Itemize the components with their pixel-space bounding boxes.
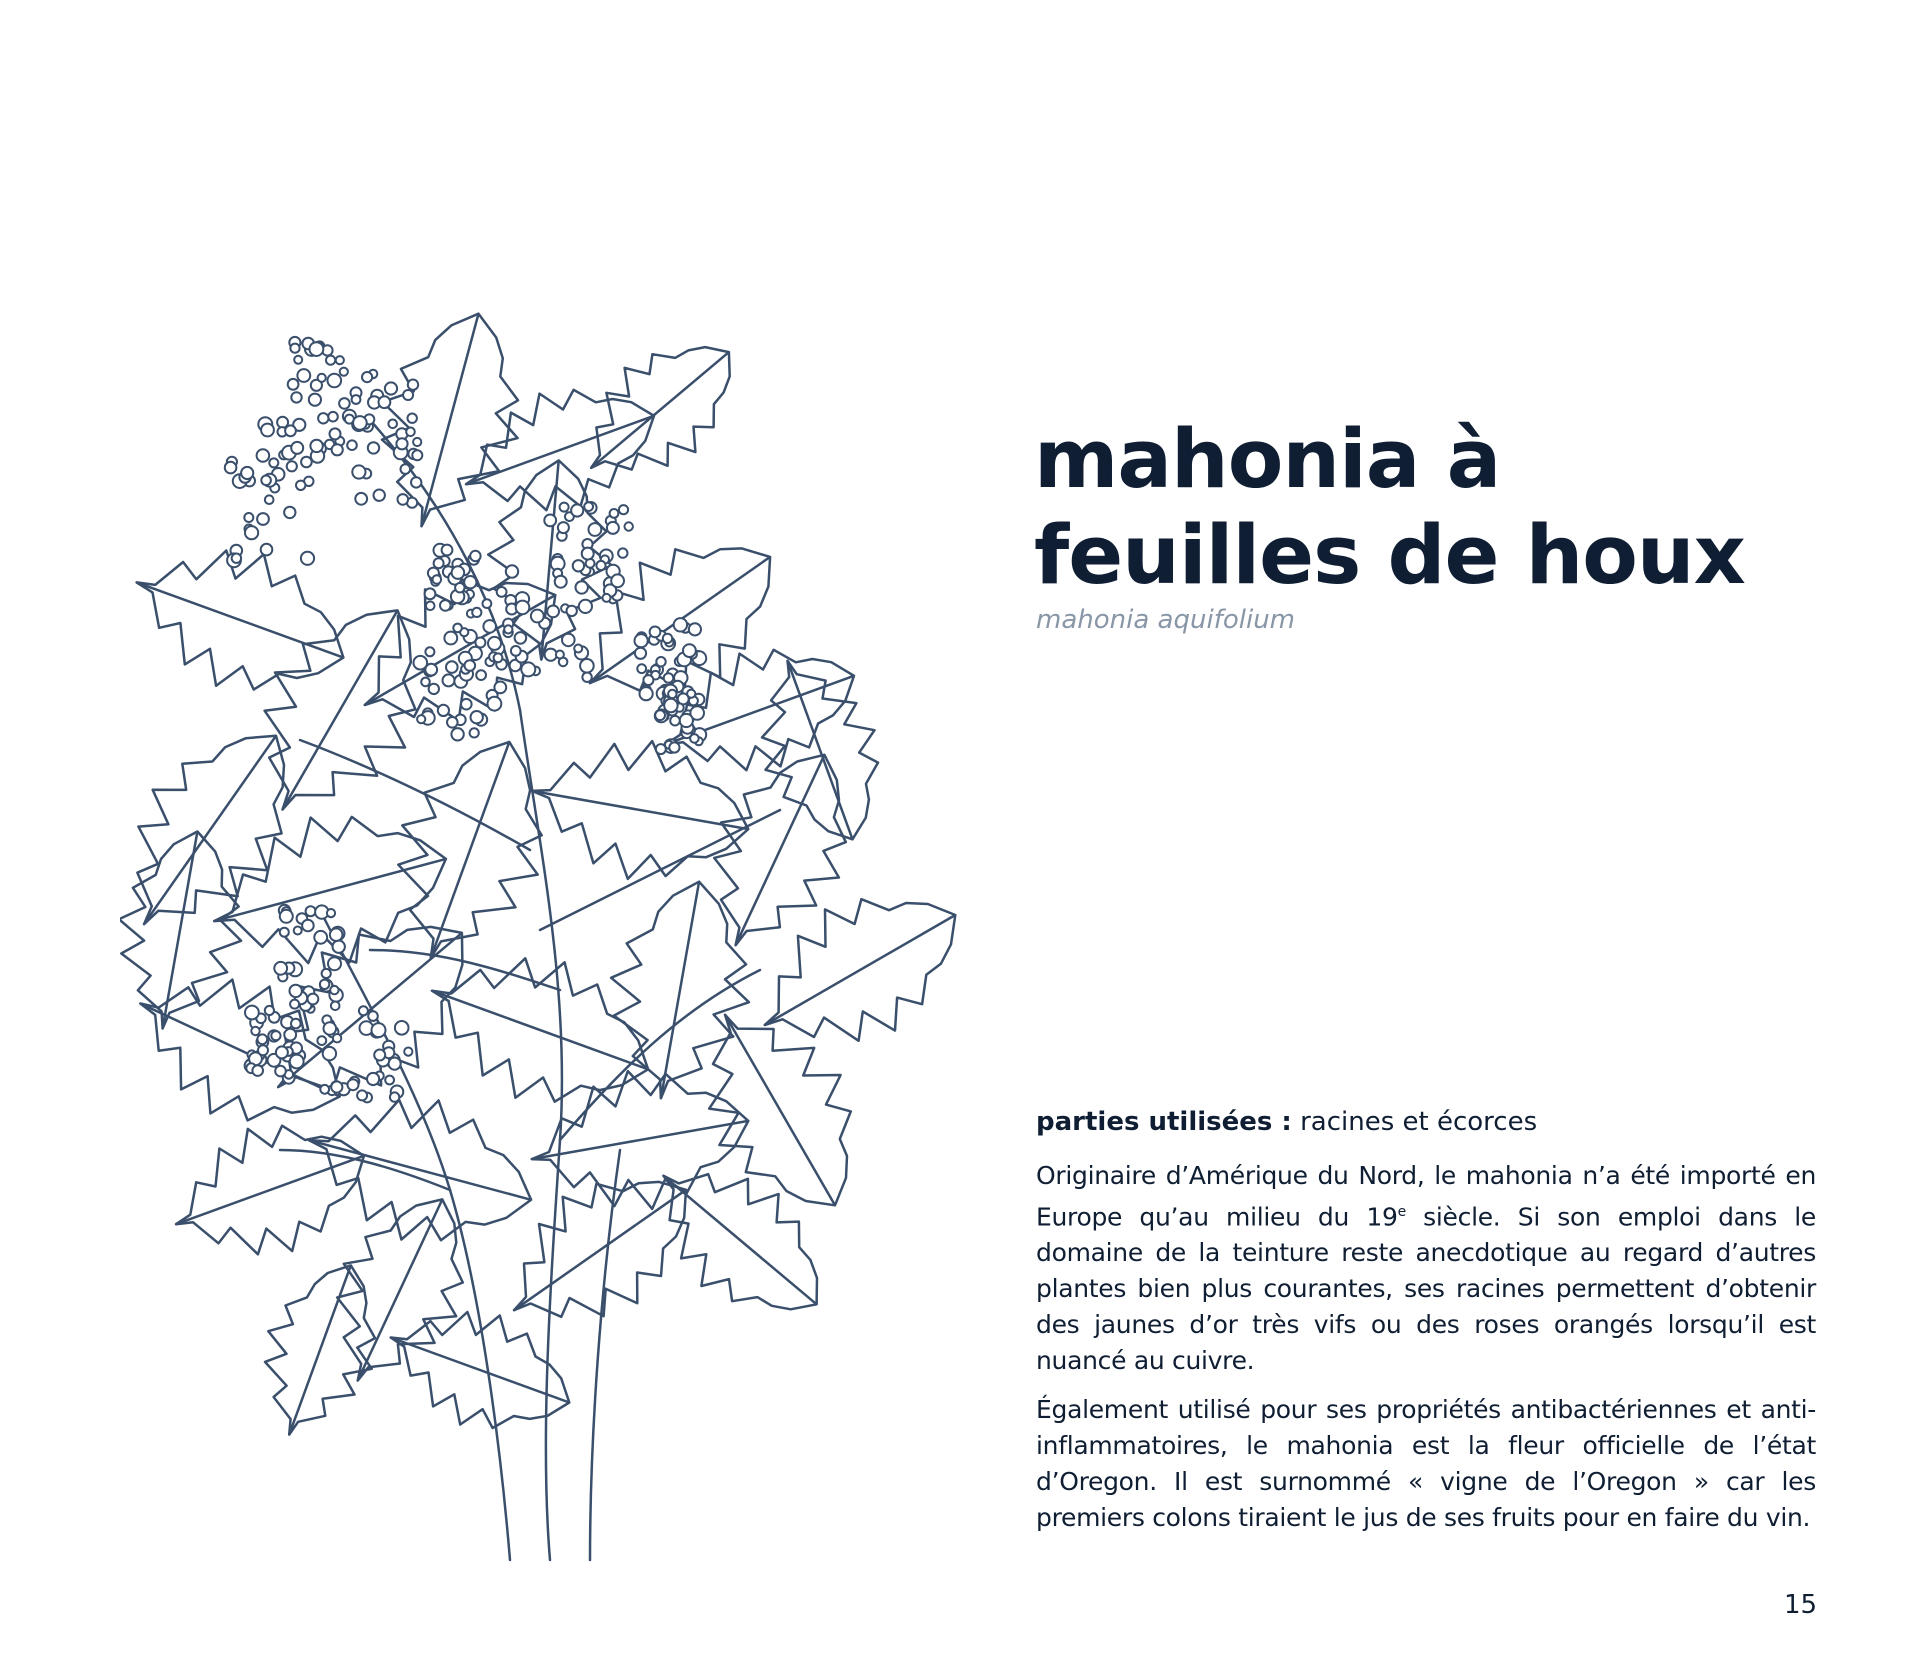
berry bbox=[453, 624, 462, 633]
berry bbox=[265, 495, 274, 504]
berry bbox=[408, 414, 417, 423]
leaf-midrib bbox=[163, 832, 198, 1029]
berry bbox=[251, 1027, 259, 1035]
parts-used-label: parties utilisées : bbox=[1036, 1107, 1292, 1137]
leaf-midrib bbox=[431, 742, 510, 958]
berry bbox=[582, 673, 591, 682]
berry bbox=[465, 660, 476, 671]
berry bbox=[302, 920, 314, 932]
berry bbox=[331, 1002, 340, 1011]
berry bbox=[488, 697, 502, 711]
berry bbox=[455, 583, 464, 592]
berry bbox=[444, 632, 457, 645]
berry bbox=[265, 1006, 274, 1015]
berry bbox=[271, 1031, 280, 1040]
leaf-midrib bbox=[466, 416, 654, 484]
berry bbox=[404, 1048, 412, 1056]
berry bbox=[352, 395, 361, 404]
berry bbox=[290, 1000, 299, 1009]
berry bbox=[362, 372, 372, 382]
berry bbox=[308, 994, 319, 1005]
berry bbox=[374, 490, 385, 501]
berry bbox=[440, 600, 451, 611]
page-number: 15 bbox=[1784, 1590, 1818, 1620]
berry bbox=[328, 374, 342, 388]
berry bbox=[406, 428, 415, 437]
berry bbox=[257, 1034, 267, 1044]
berry bbox=[643, 675, 653, 685]
berry bbox=[635, 634, 648, 647]
berry bbox=[252, 1065, 263, 1076]
berry bbox=[276, 1046, 288, 1058]
berry bbox=[461, 699, 472, 710]
berry bbox=[396, 438, 407, 449]
berry bbox=[336, 356, 344, 364]
berry bbox=[389, 1058, 401, 1070]
berry bbox=[434, 558, 444, 568]
berry bbox=[433, 575, 442, 584]
berry bbox=[619, 505, 628, 514]
berry bbox=[656, 657, 665, 666]
berry bbox=[385, 382, 397, 394]
leaf-midrib bbox=[289, 1265, 351, 1434]
berry bbox=[506, 565, 518, 577]
berry bbox=[309, 394, 321, 406]
berry bbox=[294, 356, 302, 364]
berry bbox=[388, 420, 397, 429]
berry bbox=[425, 664, 437, 676]
leaf-midrib bbox=[283, 610, 398, 809]
berry bbox=[663, 634, 672, 643]
berry bbox=[689, 623, 701, 635]
leaf-midrib bbox=[137, 582, 344, 657]
leaf-midrib bbox=[532, 791, 749, 829]
berry bbox=[245, 526, 258, 539]
berry bbox=[476, 670, 486, 680]
leaf-midrib bbox=[422, 314, 479, 527]
berry bbox=[320, 980, 329, 989]
leaf-midrib bbox=[765, 915, 956, 1025]
berry bbox=[472, 608, 481, 617]
berry bbox=[257, 449, 270, 462]
berry bbox=[301, 552, 314, 565]
berry bbox=[637, 664, 646, 673]
berry bbox=[655, 710, 665, 720]
berry bbox=[596, 561, 605, 570]
berry bbox=[280, 910, 293, 923]
paragraph-1-part-b: siècle. Si son emploi dans le domaine de la teinture reste anecdotique au regard d’autres plantes bien plus courantes, ses racines permettent d’obtenir des jaunes d’or très vifs ou des roses orangés lorsqu’il est nuancé au cuivre. bbox=[1036, 1202, 1816, 1376]
leaf-midrib bbox=[144, 736, 276, 924]
leaf-midrib bbox=[309, 1140, 531, 1200]
berry bbox=[674, 618, 687, 631]
berry bbox=[464, 576, 476, 588]
berry bbox=[515, 632, 527, 644]
berry bbox=[438, 705, 449, 716]
berry bbox=[310, 342, 324, 356]
berry bbox=[340, 368, 348, 376]
berry bbox=[668, 690, 676, 698]
berry bbox=[426, 602, 435, 611]
berry bbox=[574, 645, 582, 653]
berry bbox=[275, 1066, 286, 1077]
berry bbox=[333, 941, 345, 953]
berry bbox=[611, 574, 624, 587]
berry bbox=[314, 931, 327, 944]
berry bbox=[640, 687, 653, 700]
leaf-midrib bbox=[736, 755, 825, 945]
berry bbox=[483, 620, 496, 633]
berry bbox=[494, 653, 503, 662]
berry bbox=[318, 374, 326, 382]
berry bbox=[607, 522, 619, 534]
berry bbox=[318, 413, 328, 423]
berry bbox=[245, 1006, 259, 1020]
berry bbox=[327, 909, 335, 917]
berry bbox=[558, 522, 569, 533]
berry bbox=[330, 986, 338, 994]
page-title bbox=[1034, 412, 1745, 604]
berry bbox=[359, 1006, 368, 1015]
berry bbox=[664, 699, 677, 712]
berry bbox=[368, 442, 379, 453]
berry bbox=[368, 1011, 378, 1021]
berry bbox=[560, 503, 569, 512]
berry bbox=[555, 576, 567, 588]
berry bbox=[403, 390, 413, 400]
berry bbox=[425, 588, 436, 599]
berry bbox=[556, 651, 564, 659]
berry bbox=[656, 744, 666, 754]
berry bbox=[603, 594, 611, 602]
stem-line bbox=[560, 970, 760, 1140]
berry bbox=[531, 610, 544, 623]
leaf-midrib bbox=[661, 882, 699, 1099]
leaf-midrib bbox=[532, 1121, 749, 1159]
berry bbox=[582, 548, 594, 560]
berry bbox=[297, 369, 310, 382]
berry bbox=[425, 647, 434, 656]
stem-line bbox=[590, 1150, 620, 1560]
berry bbox=[261, 544, 273, 556]
berry bbox=[291, 1019, 301, 1029]
paragraph-1-part-a: Originaire d’Amérique du Nord, le mahonia n’a été importé en Europe qu’au milieu du 19 bbox=[1036, 1161, 1816, 1232]
berry bbox=[284, 1029, 296, 1041]
berry bbox=[353, 416, 367, 430]
berry bbox=[257, 513, 269, 525]
berry bbox=[411, 477, 421, 487]
stem-line bbox=[450, 1190, 510, 1560]
berry bbox=[421, 678, 430, 687]
berry bbox=[429, 684, 439, 694]
berry bbox=[401, 464, 411, 474]
berry bbox=[322, 969, 331, 978]
berry bbox=[352, 465, 365, 478]
berry bbox=[610, 509, 619, 518]
berry bbox=[547, 606, 559, 618]
berry bbox=[669, 742, 679, 752]
berry bbox=[497, 587, 507, 597]
berry bbox=[567, 606, 577, 616]
berry bbox=[573, 560, 584, 571]
berry bbox=[690, 734, 699, 743]
berry bbox=[310, 440, 322, 452]
berry bbox=[374, 1050, 385, 1061]
mahonia-illustration bbox=[120, 290, 960, 1580]
berry bbox=[443, 674, 455, 686]
leaf-midrib bbox=[432, 991, 648, 1070]
berry bbox=[417, 715, 425, 723]
berry bbox=[294, 927, 302, 935]
berry bbox=[333, 1034, 341, 1042]
berry bbox=[328, 957, 341, 970]
berry bbox=[296, 481, 305, 490]
description-paragraph-2: Également utilisé pour ses propriétés antibactériennes et anti-inflammatoires, le mahonia est la fleur officielle de l’état d’Oregon. Il est surnommé « vigne de l’Oregon » car les premiers colons tiraient le jus de ses fruits pour en faire du vin. bbox=[1036, 1395, 1816, 1532]
berry bbox=[261, 424, 274, 437]
berry bbox=[320, 1085, 329, 1094]
latin-name: mahonia aquifolium bbox=[1036, 605, 1295, 635]
berry bbox=[331, 1081, 342, 1092]
berry bbox=[488, 637, 501, 650]
berry bbox=[521, 662, 535, 676]
berry bbox=[290, 985, 302, 997]
berry bbox=[398, 494, 409, 505]
berry bbox=[579, 600, 592, 613]
parts-used bbox=[1036, 1107, 1537, 1137]
berry bbox=[339, 398, 350, 409]
berry bbox=[650, 627, 661, 638]
berry bbox=[589, 523, 602, 536]
berry bbox=[269, 458, 278, 467]
berry bbox=[323, 1047, 336, 1060]
berry bbox=[330, 428, 341, 439]
berry bbox=[446, 661, 458, 673]
berry bbox=[347, 440, 357, 450]
berry bbox=[680, 714, 693, 727]
berry bbox=[288, 379, 299, 390]
berry bbox=[332, 444, 343, 455]
berry bbox=[290, 1055, 304, 1069]
berry bbox=[395, 1021, 409, 1035]
berry bbox=[483, 599, 492, 608]
leaf-midrib bbox=[514, 1190, 686, 1310]
berry bbox=[544, 515, 556, 527]
berry bbox=[348, 1079, 359, 1090]
berry bbox=[274, 962, 287, 975]
berry bbox=[580, 659, 594, 673]
berry bbox=[280, 928, 289, 937]
berry bbox=[324, 1022, 337, 1035]
berry bbox=[447, 717, 458, 728]
berry bbox=[301, 457, 312, 468]
berry bbox=[516, 601, 530, 615]
berry bbox=[385, 1076, 394, 1085]
berry bbox=[367, 1073, 379, 1085]
berry bbox=[412, 450, 422, 460]
berry bbox=[328, 412, 338, 422]
berry bbox=[379, 396, 391, 408]
berry bbox=[258, 1045, 268, 1055]
berry bbox=[290, 344, 299, 353]
berry bbox=[291, 442, 303, 454]
leaf-midrib bbox=[391, 1338, 570, 1403]
berry bbox=[232, 554, 241, 563]
berry bbox=[287, 461, 297, 471]
title-line-1: mahonia à bbox=[1034, 413, 1501, 507]
berry bbox=[372, 1023, 386, 1037]
berry bbox=[683, 644, 696, 657]
leaf-midrib bbox=[591, 352, 729, 468]
berry bbox=[225, 462, 237, 474]
berry bbox=[285, 425, 296, 436]
berry bbox=[511, 646, 521, 656]
berry bbox=[306, 906, 316, 916]
ordinal-suffix: e bbox=[1397, 1204, 1406, 1220]
berry bbox=[635, 648, 646, 659]
berry bbox=[452, 566, 465, 579]
berry bbox=[584, 502, 593, 511]
berry bbox=[470, 728, 479, 737]
berry bbox=[390, 1092, 399, 1101]
berry bbox=[442, 545, 453, 556]
parts-used-value: racines et écorces bbox=[1300, 1107, 1538, 1137]
berry bbox=[576, 581, 588, 593]
berry bbox=[284, 507, 295, 518]
description-paragraph-1 bbox=[1036, 1158, 1816, 1379]
berry bbox=[471, 711, 483, 723]
berry bbox=[244, 513, 253, 522]
berry bbox=[326, 356, 335, 365]
berry bbox=[571, 504, 583, 516]
berry bbox=[670, 716, 680, 726]
berry bbox=[664, 673, 674, 683]
berry bbox=[413, 438, 421, 446]
berry bbox=[408, 380, 418, 390]
berry bbox=[355, 493, 367, 505]
berry bbox=[470, 551, 480, 561]
leaf-midrib bbox=[176, 1156, 364, 1224]
berry bbox=[618, 548, 627, 557]
berry bbox=[451, 728, 463, 740]
leaf-midrib bbox=[725, 1015, 835, 1206]
berry bbox=[261, 476, 271, 486]
berry bbox=[625, 522, 633, 530]
berry bbox=[562, 634, 575, 647]
berry bbox=[357, 1090, 367, 1100]
stem-line bbox=[370, 950, 560, 990]
berry bbox=[317, 1036, 326, 1045]
berry bbox=[291, 392, 301, 402]
title-line-2: feuilles de houx bbox=[1034, 509, 1745, 603]
berry bbox=[330, 928, 343, 941]
berry bbox=[504, 625, 512, 633]
berry bbox=[241, 467, 253, 479]
